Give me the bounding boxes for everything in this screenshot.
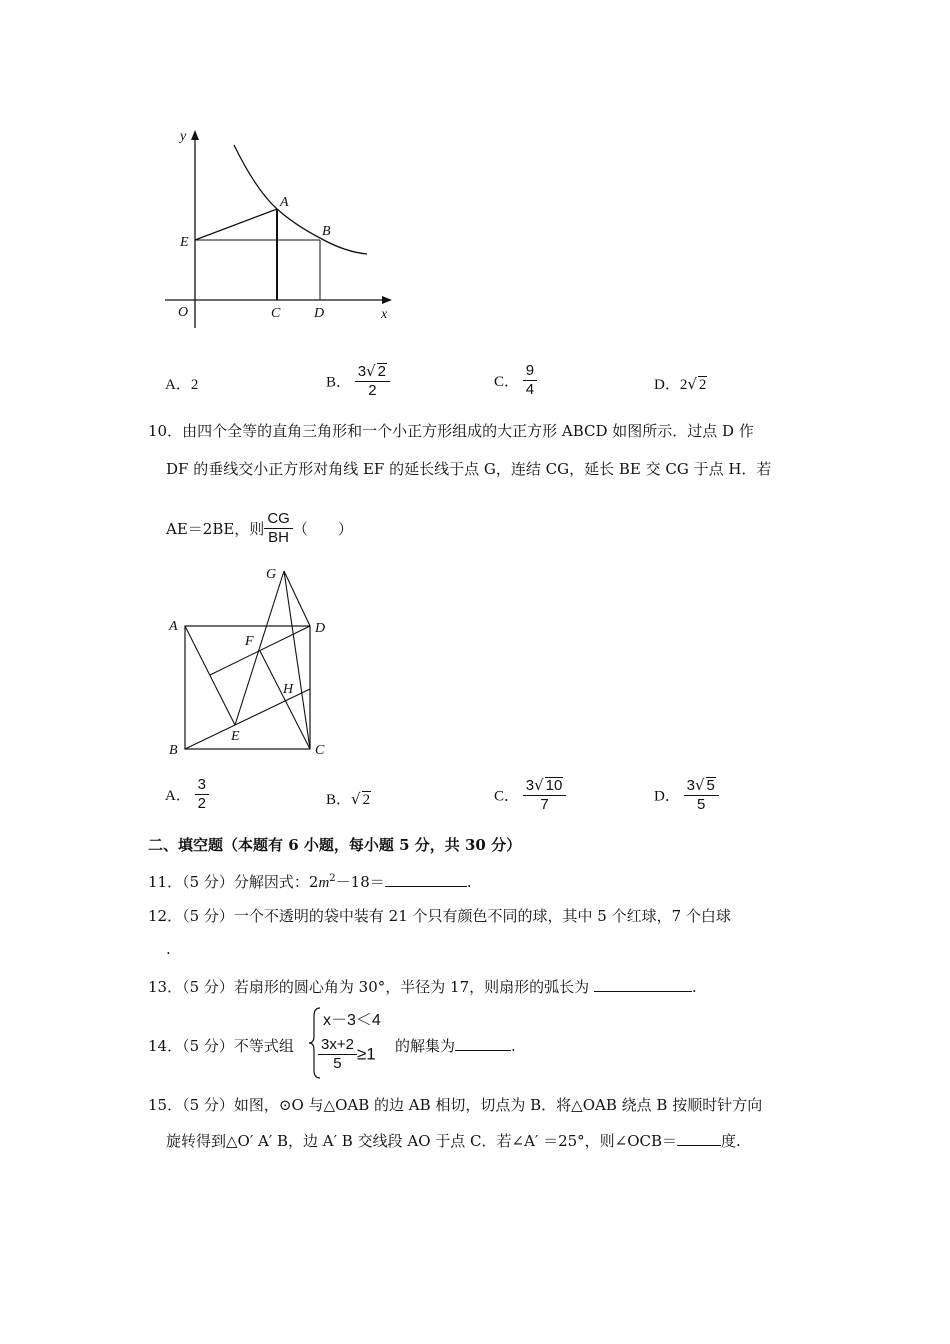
q10-label-e: E xyxy=(231,729,240,744)
q11-end: . xyxy=(466,873,472,891)
q9-label-b: B xyxy=(322,224,331,239)
q13-answer-blank[interactable] xyxy=(594,977,692,992)
q9-label-c: C xyxy=(271,306,281,321)
q14-ineq2-den: 5 xyxy=(333,1055,342,1072)
q15-text: 旋转得到△O′ A′ B，边 A′ B 交线段 AO 于点 C．若∠A′ ＝25°，则∠OCB＝ xyxy=(166,1132,678,1150)
q14-end: . xyxy=(511,1037,516,1055)
q11-exp: 2 xyxy=(329,873,336,884)
q10-square-figure xyxy=(165,560,345,765)
q9-label-e: E xyxy=(180,235,189,250)
option-letter: C． xyxy=(494,374,520,390)
frac-den: 2 xyxy=(197,795,206,812)
option-fraction xyxy=(355,362,390,400)
q10-line-eg xyxy=(235,571,284,725)
q14-ineq2-num: 3x+2 xyxy=(318,1036,357,1055)
radicand: 2 xyxy=(698,377,707,393)
radical-icon: √ xyxy=(687,375,697,393)
option-fraction xyxy=(684,776,719,814)
option-letter: B． xyxy=(326,792,352,808)
q14-ineq1: x－3＜4 xyxy=(323,1012,381,1029)
option-fraction xyxy=(523,362,537,399)
q10-label-d: D xyxy=(315,621,326,636)
q11-text: 11．（5 分）分解因式：2 xyxy=(148,873,319,891)
q9-function-graph xyxy=(160,120,400,330)
q9-option-d[interactable] xyxy=(654,373,707,394)
q10-line1: 10．由四个全等的直角三角形和一个小正方形组成的大正方形 ABCD 如图所示．过点 D 作 xyxy=(148,422,754,440)
radicand: 2 xyxy=(362,792,371,808)
q9-label-d: D xyxy=(314,306,325,321)
q9-hyperbola xyxy=(234,145,367,254)
q14-ineq2 xyxy=(318,1036,376,1073)
q13-end: . xyxy=(691,978,697,996)
q10-option-c[interactable] xyxy=(494,776,566,814)
option-letter: A． xyxy=(165,788,191,804)
option-fraction xyxy=(523,776,567,814)
q10-option-d[interactable] xyxy=(654,776,719,814)
q9-label-o: O xyxy=(178,305,189,320)
q14-post-text: 的解集为 xyxy=(395,1037,456,1055)
frac-den: 7 xyxy=(540,796,549,813)
radicand: 2 xyxy=(377,363,387,380)
q10-line3 xyxy=(166,510,353,547)
coef: 2 xyxy=(679,377,688,393)
q9-segment-ea xyxy=(195,209,277,240)
q15-end: 度. xyxy=(721,1132,741,1150)
q10-line-be xyxy=(185,725,235,749)
radical-icon: √ xyxy=(534,776,544,794)
q14-pre: 14．（5 分）不等式组 xyxy=(148,1037,294,1055)
option-value: 2 xyxy=(190,377,199,393)
radicand: 10 xyxy=(545,777,563,794)
frac-num: 9 xyxy=(523,362,537,381)
q11-answer-blank[interactable] xyxy=(385,872,467,887)
q10-label-b: B xyxy=(169,743,178,758)
q10-line-ec xyxy=(235,689,310,725)
q10-ratio xyxy=(264,510,293,547)
option-letter: D． xyxy=(654,377,680,393)
q11 xyxy=(148,871,472,892)
q12-line1: 12．（5 分）一个不透明的袋中装有 21 个只有颜色不同的球，其中 5 个红球，7 个白球 xyxy=(148,907,731,925)
q9-label-y: y xyxy=(180,129,187,144)
q11-var: m xyxy=(318,875,330,891)
q15-line1: 15．（5 分）如图，⊙O 与△OAB 的边 AB 相切，切点为 B．将△OAB 绕点 B 按顺时针方向 xyxy=(148,1096,763,1114)
q10-label-c: C xyxy=(315,743,325,758)
q14-post xyxy=(395,1035,516,1056)
frac-num: 3 xyxy=(195,776,209,795)
option-letter: C． xyxy=(494,788,520,805)
q15-answer-blank[interactable] xyxy=(677,1131,721,1146)
q14-answer-blank[interactable] xyxy=(455,1036,511,1051)
option-fraction xyxy=(195,776,209,813)
q10-label-h: H xyxy=(283,682,294,697)
q10-ratio-den: BH xyxy=(268,529,289,546)
q10-line-df xyxy=(210,626,310,675)
frac-coef: 3 xyxy=(525,777,535,794)
q10-option-a[interactable] xyxy=(165,776,209,813)
q9-x-arrow-icon xyxy=(382,296,392,304)
frac-coef: 3 xyxy=(357,363,367,380)
option-letter: A． xyxy=(165,377,191,393)
q10-ratio-num: CG xyxy=(264,510,293,529)
radical-icon: √ xyxy=(694,776,705,794)
frac-den: 4 xyxy=(525,381,535,398)
q10-option-b[interactable] xyxy=(326,788,371,809)
q12-line2: . xyxy=(166,940,171,958)
q10-label-f: F xyxy=(245,634,254,649)
frac-den: 2 xyxy=(368,382,377,399)
q10-label-a: A xyxy=(169,619,178,634)
q9-label-x: x xyxy=(381,307,388,322)
q10-label-g: G xyxy=(266,567,277,582)
q9-option-b[interactable] xyxy=(326,362,390,400)
q9-option-a[interactable] xyxy=(165,373,198,394)
q10-answer-paren: （ ） xyxy=(292,520,353,538)
radical-icon: √ xyxy=(351,790,361,808)
q9-label-a: A xyxy=(280,195,289,210)
q11-text-post: －18＝ xyxy=(335,873,385,891)
option-letter: B． xyxy=(326,374,352,391)
section2-title: 二、填空题（本题有 6 小题，每小题 5 分，共 30 分） xyxy=(148,836,522,854)
q10-line-ae xyxy=(185,626,235,725)
q14-ineq2-fraction xyxy=(318,1036,357,1073)
q13-text: 13．（5 分）若扇形的圆心角为 30°，半径为 17，则扇形的弧长为 xyxy=(148,978,590,996)
radical-icon: √ xyxy=(366,362,376,380)
q15-line2 xyxy=(166,1130,741,1151)
q9-y-arrow-icon xyxy=(191,130,199,140)
q14-ineq2-rel: ≥1 xyxy=(356,1044,376,1064)
q10-condition: AE＝2BE，则 xyxy=(166,520,265,538)
q9-option-c[interactable] xyxy=(494,362,537,399)
frac-coef: 3 xyxy=(686,777,695,794)
option-letter: D． xyxy=(654,788,680,805)
q10-line2: DF 的垂线交小正方形对角线 EF 的延长线于点 G，连结 CG，延长 BE 交 CG 于点 H．若 xyxy=(166,460,772,478)
radicand: 5 xyxy=(706,777,715,794)
frac-den: 5 xyxy=(697,796,706,813)
q13 xyxy=(148,976,697,997)
